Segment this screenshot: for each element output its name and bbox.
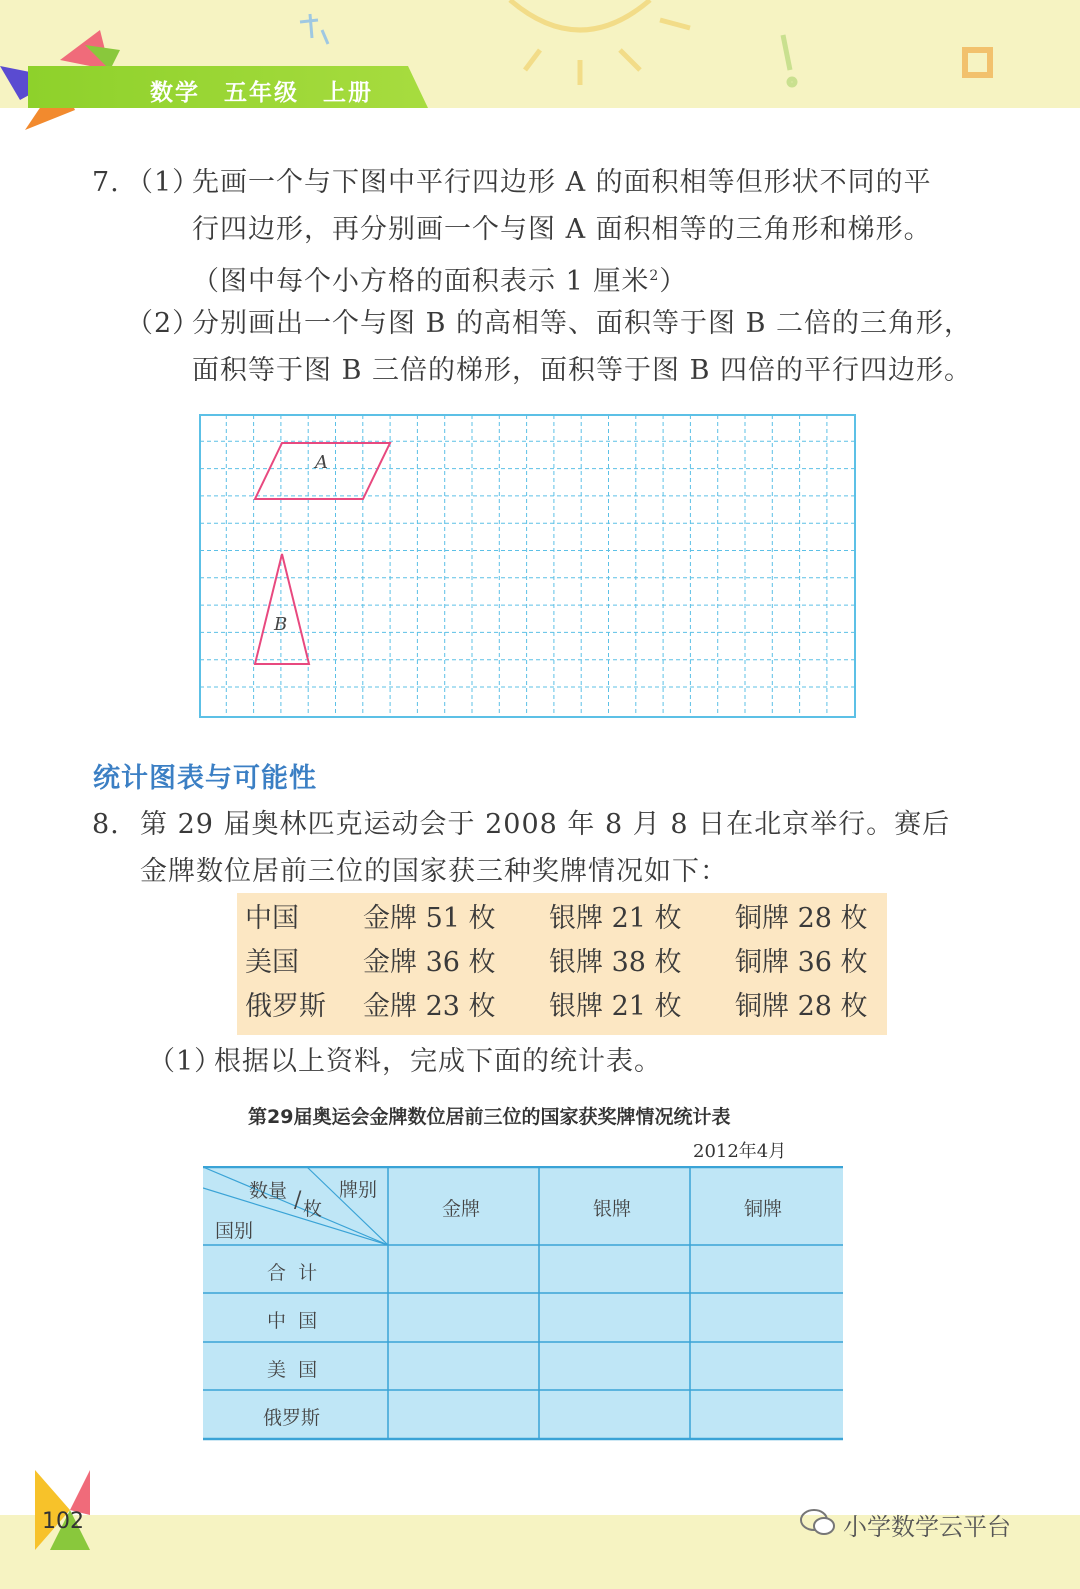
book-title: 数学 五年级 上册 [150, 80, 374, 106]
question-7-part1-line1: 先画一个与下图中平行四边形 A 的面积相等但形状不同的平 [192, 167, 932, 198]
question-7-part1-line3: （图中每个小方格的面积表示 1 厘米$^2$） [192, 266, 688, 297]
triangle-b-label: B [274, 614, 288, 635]
header-unit: 枚 [303, 1198, 323, 1220]
question-8-number: 8. [92, 809, 120, 840]
question-8-line1: 第 29 届奥林匹克运动会于 2008 年 8 月 8 日在北京举行。赛后 [140, 809, 951, 840]
header-slash: / [294, 1188, 302, 1213]
header-country: 国别 [215, 1220, 254, 1242]
medal-silver: 银牌 38 枚 [549, 947, 682, 978]
question-8-part1-label: （1） [148, 1046, 223, 1077]
medal-gold: 金牌 51 枚 [363, 903, 496, 934]
header-quantity: 数量 [249, 1180, 288, 1202]
sun-doodle-icon [510, 0, 690, 85]
medal-bronze: 铜牌 28 枚 [735, 991, 868, 1022]
section-title: 统计图表与可能性 [93, 763, 317, 794]
parallelogram-a-label: A [315, 452, 328, 473]
row-header-total: 合 计 [267, 1262, 318, 1284]
table-date: 2012年4月 [693, 1141, 787, 1162]
drawing-grid[interactable] [199, 414, 857, 720]
medal-silver: 银牌 21 枚 [549, 991, 682, 1022]
row-header-russia: 俄罗斯 [263, 1407, 321, 1429]
grid-lines [200, 415, 854, 716]
statistics-table[interactable] [203, 1166, 843, 1441]
exclamation-doodle-icon [783, 35, 795, 85]
question-7-part2-line1: 分别画出一个与图 B 的高相等、面积等于图 B 二倍的三角形， [192, 308, 973, 339]
question-7-part1-line2: 行四边形，再分别画一个与图 A 面积相等的三角形和梯形。 [192, 214, 932, 245]
medal-gold: 金牌 23 枚 [363, 991, 496, 1022]
medal-country: 美国 [245, 947, 299, 978]
medal-row [237, 941, 887, 985]
medal-bronze: 铜牌 28 枚 [735, 903, 868, 934]
medal-data-box [237, 893, 887, 1035]
question-7-part2-label: （2） [126, 308, 201, 339]
question-8-part1-text: 根据以上资料，完成下面的统计表。 [214, 1046, 662, 1077]
header-type: 牌别 [339, 1179, 378, 1201]
medal-country: 中国 [245, 903, 299, 934]
row-header-china: 中 国 [267, 1310, 318, 1332]
medal-gold: 金牌 36 枚 [363, 947, 496, 978]
column-header-silver: 银牌 [593, 1198, 632, 1220]
medal-silver: 银牌 21 枚 [549, 903, 682, 934]
row-header-usa: 美 国 [267, 1359, 318, 1381]
question-7-part2-line2: 面积等于图 B 三倍的梯形，面积等于图 B 四倍的平行四边形。 [192, 355, 973, 386]
column-header-gold: 金牌 [442, 1198, 481, 1220]
medal-bronze: 铜牌 36 枚 [735, 947, 868, 978]
page-number: 102 [42, 1509, 84, 1534]
plus-doodle-icon [965, 50, 990, 75]
grid-border [200, 415, 855, 717]
column-header-bronze: 铜牌 [744, 1198, 783, 1220]
question-7-part1-label: （1） [126, 167, 201, 198]
triangle-b [255, 554, 309, 664]
star-doodle-icon [300, 14, 328, 44]
watermark-text: 小学数学云平台 [843, 1513, 1011, 1541]
question-8-line2: 金牌数位居前三位的国家获三种奖牌情况如下： [140, 856, 728, 887]
medal-row [237, 897, 887, 941]
table-title: 第29届奥运会金牌数位居前三位的国家获奖牌情况统计表 [248, 1106, 731, 1128]
question-7-number: 7. [92, 167, 120, 198]
medal-country: 俄罗斯 [245, 991, 326, 1022]
wechat-icon [798, 1506, 838, 1538]
medal-row [237, 985, 887, 1029]
